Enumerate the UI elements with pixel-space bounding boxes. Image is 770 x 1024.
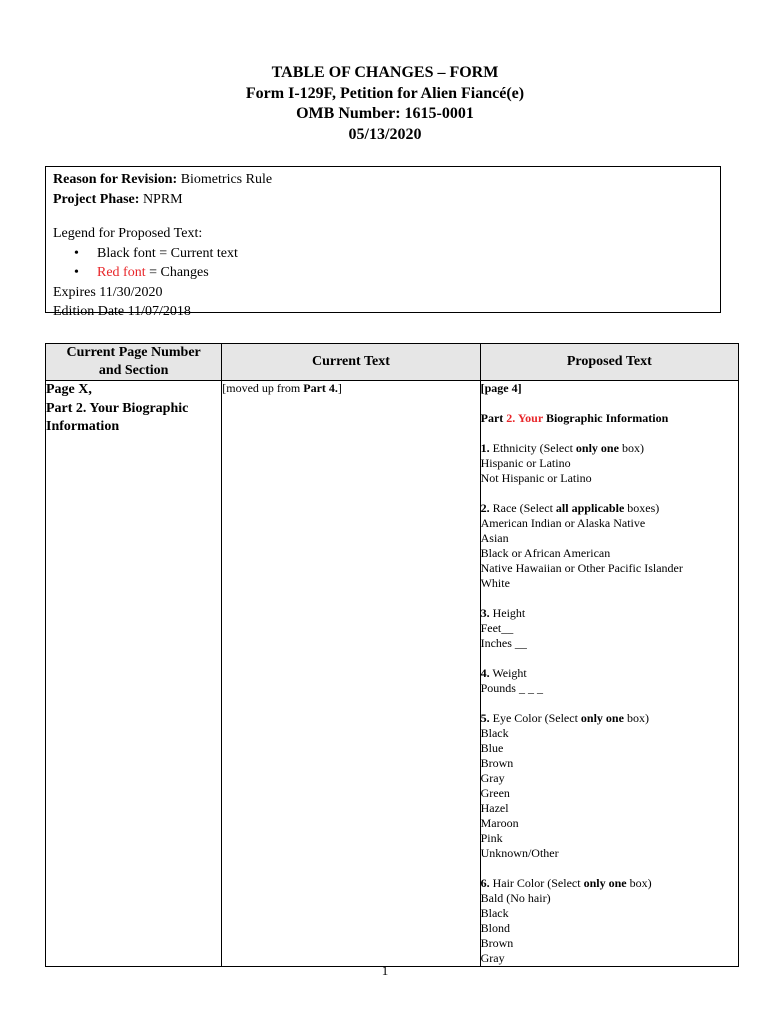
phase-line	[53, 190, 713, 210]
list-item: Inches __	[480, 636, 527, 650]
list-item: Unknown/Other	[480, 846, 559, 860]
list-item: Not Hispanic or Latino	[480, 471, 592, 485]
title-line-2: Form I-129F, Petition for Alien Fiancé(e)	[245, 84, 525, 102]
section-part-1: Part 2. Your Biographic	[46, 400, 189, 416]
list-item: Asian	[480, 531, 509, 545]
list-item: Blond	[480, 921, 510, 935]
list-item: Hazel	[480, 801, 509, 815]
title-line-4: 05/13/2020	[348, 125, 422, 143]
legend-red-rest: = Changes	[145, 265, 209, 280]
list-item: Black	[480, 726, 509, 740]
list-item: White	[480, 576, 510, 590]
revision-info-box	[45, 166, 721, 319]
current-text-cell: [moved up from Part 4.]	[222, 381, 480, 967]
list-item: Native Hawaiian or Other Pacific Islander	[480, 561, 683, 575]
question-weight: 4. Weight Pounds _ _ _	[481, 666, 738, 696]
list-item: Gray	[480, 951, 505, 965]
question-hair-color: 6. Hair Color (Select only one box) Bald (No hair) Black Blond Brown Gray	[481, 876, 738, 966]
section-cell	[46, 381, 222, 967]
list-item: Hispanic or Latino	[480, 456, 571, 470]
table-row	[46, 381, 739, 967]
legend-title: Legend for Proposed Text:	[53, 226, 203, 241]
list-item: Black	[480, 906, 509, 920]
list-item: Brown	[480, 936, 514, 950]
list-item: Maroon	[480, 816, 519, 830]
list-item: Green	[480, 786, 510, 800]
question-race: 2. Race (Select all applicable boxes) American Indian or Alaska Native Asian Black or African American Native Hawaiian or Other Pacific Islander White	[481, 501, 738, 591]
header-proposed-text: Proposed Text	[480, 344, 738, 381]
table-header-row	[46, 344, 739, 381]
legend-black-text: Black font = Current text	[97, 245, 238, 261]
proposed-text-cell	[480, 381, 738, 967]
list-item: Pink	[480, 831, 503, 845]
list-item: Pounds _ _ _	[480, 681, 543, 695]
list-item: American Indian or Alaska Native	[480, 516, 646, 530]
list-item: Black or African American	[480, 546, 611, 560]
page-number: 1	[381, 963, 389, 978]
edition-text: Edition Date 11/07/2018	[53, 304, 191, 319]
section-part-2: Information	[46, 419, 120, 434]
header-current-page: Current Page Number and Section	[46, 344, 222, 381]
document-title	[0, 63, 770, 145]
title-line-1: TABLE OF CHANGES – FORM	[271, 64, 499, 81]
page-ref: [page 4]	[480, 381, 522, 395]
phase-label: Project Phase:	[53, 191, 140, 207]
question-ethnicity: 1. Ethnicity (Select only one box) Hispanic or Latino Not Hispanic or Latino	[481, 441, 738, 486]
changes-table	[45, 343, 739, 967]
list-item: Bald (No hair)	[480, 891, 551, 905]
part-heading: Part 2. Your Biographic Information	[480, 411, 669, 425]
reason-line	[53, 170, 713, 190]
list-item: Gray	[480, 771, 505, 785]
phase-value: NPRM	[142, 191, 183, 207]
list-item: Brown	[480, 756, 514, 770]
list-item: Blue	[480, 741, 504, 755]
list-item: Feet__	[480, 621, 514, 635]
question-height: 3. Height Feet__ Inches __	[481, 606, 738, 651]
legend-red-text: Red font	[97, 265, 146, 280]
legend-black-item	[53, 244, 713, 264]
reason-label: Reason for Revision:	[53, 172, 178, 187]
expires-text: Expires 11/30/2020	[53, 284, 163, 300]
question-eye-color: 5. Eye Color (Select only one box) Black Blue Brown Gray Green Hazel Maroon Pink Unknown/Other	[481, 711, 738, 861]
title-line-3: OMB Number: 1615-0001	[296, 105, 474, 122]
legend-red-item	[53, 263, 713, 283]
reason-value: Biometrics Rule	[180, 172, 273, 187]
header-current-text: Current Text	[222, 344, 480, 381]
section-page: Page X,	[46, 382, 92, 397]
